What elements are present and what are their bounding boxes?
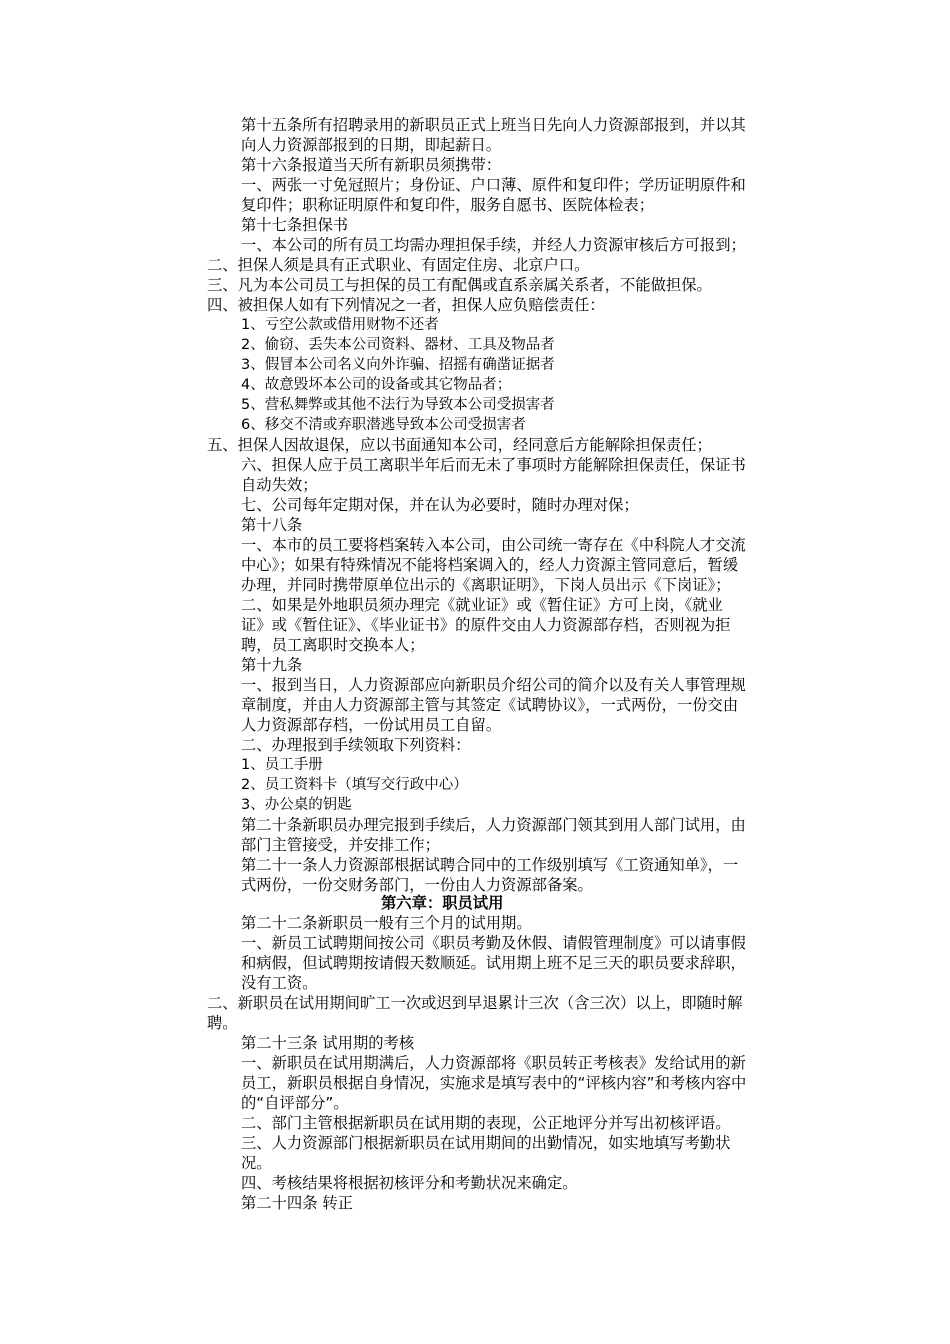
text-line: 聘，员工离职时交换本人； xyxy=(241,636,425,654)
text-line: 办理，并同时携带原单位出示的《离职证明》，下岗人员出示《下岗证》； xyxy=(241,576,731,594)
text-line: 二、办理报到手续领取下列资料： xyxy=(241,736,471,754)
text-line: 四、被担保人如有下列情况之一者，担保人应负赔偿责任： xyxy=(207,296,605,314)
text-line: 部门主管接受，并安排工作； xyxy=(241,836,440,854)
text-line: 二、如果是外地职员须办理完《就业证》或《暂住证》方可上岗，《就业 xyxy=(241,596,723,614)
list-item: 2、员工资料卡（填写交行政中心） xyxy=(241,777,468,793)
text-line: 一、报到当日，人力资源部应向新职员介绍公司的简介以及有关人事管理规 xyxy=(241,676,746,694)
text-line: 自动失效； xyxy=(241,476,318,494)
text-line: 第二十一条人力资源部根据试聘合同中的工作级别填写《工资通知单》，一 xyxy=(241,856,739,874)
text-line: 和病假，但试聘期按请假天数顺延。试用期上班不足三天的职员要求辞职， xyxy=(241,954,746,972)
text-line: 第十六条报道当天所有新职员须携带： xyxy=(241,156,502,174)
text-line: 向人力资源部报到的日期，即起薪日。 xyxy=(241,136,502,154)
text-line: 一、本公司的所有员工均需办理担保手续，并经人力资源审核后方可报到； xyxy=(241,236,746,254)
text-line: 第十九条 xyxy=(241,656,303,674)
text-line: 员工，新职员根据自身情况，实施求是填写表中的“评核内容”和考核内容中 xyxy=(241,1074,747,1092)
text-line: 一、新职员在试用期满后，人力资源部将《职员转正考核表》发给试用的新 xyxy=(241,1054,746,1072)
list-item: 3、假冒本公司名义向外诈骗、招摇有确凿证据者 xyxy=(241,357,555,373)
text-line: 一、两张一寸免冠照片；身份证、户口薄、原件和复印件；学历证明原件和 xyxy=(241,176,746,194)
list-item: 1、亏空公款或借用财物不还者 xyxy=(241,317,439,333)
text-line: 三、凡为本公司员工与担保的员工有配偶或直系亲属关系者，不能做担保。 xyxy=(207,276,712,294)
text-line: 证》或《暂住证》、《毕业证书》的原件交由人力资源部存档，否则视为拒 xyxy=(241,616,731,634)
list-item: 5、营私舞弊或其他不法行为导致本公司受损害者 xyxy=(241,397,555,413)
text-line: 二、担保人须是具有正式职业、有固定住房、北京户口。 xyxy=(207,256,590,274)
chapter-title: 第六章：职员试用 xyxy=(381,894,504,912)
list-item: 4、故意毁坏本公司的设备或其它物品者； xyxy=(241,377,512,393)
text-line: 第二十三条 试用期的考核 xyxy=(241,1034,415,1052)
text-line: 四、考核结果将根据初核评分和考勤状况来确定。 xyxy=(241,1174,578,1192)
text-line: 五、担保人因故退保，应以书面通知本公司，经同意后方能解除担保责任； xyxy=(207,436,712,454)
text-line: 第二十二条新职员一般有三个月的试用期。 xyxy=(241,914,532,932)
text-line: 七、公司每年定期对保，并在认为必要时，随时办理对保； xyxy=(241,496,639,514)
text-line: 章制度，并由人力资源部主管与其签定《试聘协议》，一式两份，一份交由 xyxy=(241,696,739,714)
list-item: 3、办公桌的钥匙 xyxy=(241,797,352,813)
list-item: 1、员工手册 xyxy=(241,757,323,773)
text-line: 聘。 xyxy=(207,1014,238,1032)
text-line: 一、本市的员工要将档案转入本公司，由公司统一寄存在《中科院人才交流 xyxy=(241,536,746,554)
text-line: 的“自评部分”。 xyxy=(241,1094,349,1112)
text-line: 第十五条所有招聘录用的新职员正式上班当日先向人力资源部报到，并以其 xyxy=(241,116,746,134)
text-line: 第二十四条 转正 xyxy=(241,1194,353,1212)
text-line: 二、新职员在试用期间旷工一次或迟到早退累计三次（含三次）以上，即随时解 xyxy=(207,994,743,1012)
text-line: 人力资源部存档，一份试用员工自留。 xyxy=(241,716,502,734)
list-item: 6、移交不清或弃职潜逃导致本公司受损害者 xyxy=(241,417,526,433)
text-line: 况。 xyxy=(241,1154,272,1172)
text-line: 复印件；职称证明原件和复印件，服务自愿书、医院体检表； xyxy=(241,196,655,214)
text-line: 三、人力资源部门根据新职员在试用期间的出勤情况，如实地填写考勤状 xyxy=(241,1134,731,1152)
text-line: 第十八条 xyxy=(241,516,303,534)
text-line: 二、部门主管根据新职员在试用期的表现，公正地评分并写出初核评语。 xyxy=(241,1114,731,1132)
text-line: 六、担保人应于员工离职半年后而无未了事项时方能解除担保责任，保证书 xyxy=(241,456,746,474)
text-line: 一、新员工试聘期间按公司《职员考勤及休假、请假管理制度》可以请事假 xyxy=(241,934,746,952)
text-line: 中心》；如果有特殊情况不能将档案调入的，经人力资源主管同意后，暂缓 xyxy=(241,556,739,574)
text-line: 没有工资。 xyxy=(241,974,318,992)
text-line: 式两份，一份交财务部门，一份由人力资源部备案。 xyxy=(241,876,593,894)
text-line: 第十七条担保书 xyxy=(241,216,349,234)
text-line: 第二十条新职员办理完报到手续后，人力资源部门领其到用人部门试用，由 xyxy=(241,816,746,834)
list-item: 2、偷窃、丢失本公司资料、器材、工具及物品者 xyxy=(241,337,555,353)
